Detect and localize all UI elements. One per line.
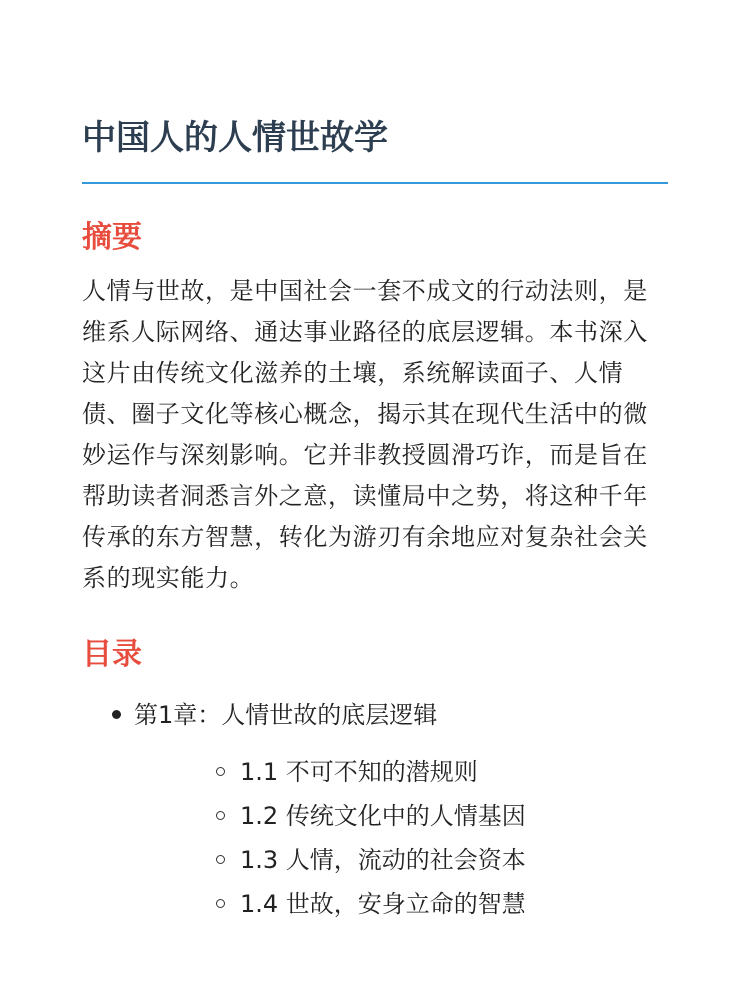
toc-section-item[interactable]	[134, 882, 668, 926]
abstract-paragraph: 人情与世故，是中国社会一套不成文的行动法则，是维系人际网络、通达事业路径的底层逻辑。本书深入这片由传统文化滋养的土壤，系统解读面子、人情债、圈子文化等核心概念，揭示其在现代生活中的微妙运作与深刻影响。它并非教授圆滑巧诈，而是旨在帮助读者洞悉言外之意，读懂局中之势，将这种千年传承的东方智慧，转化为游刃有余地应对复杂社会关系的现实能力。	[82, 277, 648, 592]
bullet-circle-icon	[216, 811, 225, 820]
section-list	[134, 750, 668, 926]
section-title: 1.1 不可不知的潜规则	[240, 758, 478, 786]
bullet-circle-icon	[216, 855, 225, 864]
toc-chapter	[82, 695, 668, 926]
section-title: 1.3 人情，流动的社会资本	[240, 846, 526, 874]
abstract-section	[82, 218, 668, 599]
toc-list	[82, 695, 668, 926]
chapter-title[interactable]: 第1章：人情世故的底层逻辑	[134, 701, 438, 729]
toc-section-item[interactable]	[134, 794, 668, 838]
book-title: 中国人的人情世故学	[82, 118, 388, 158]
toc-section-item[interactable]	[134, 838, 668, 882]
title-divider	[82, 182, 668, 184]
bullet-circle-icon	[216, 767, 225, 776]
toc-section-item[interactable]	[134, 750, 668, 794]
bullet-circle-icon	[216, 899, 225, 908]
abstract-heading: 摘要	[82, 220, 142, 255]
bullet-dot-icon	[112, 710, 121, 719]
toc-section	[82, 635, 668, 926]
toc-heading: 目录	[82, 637, 142, 672]
section-title: 1.4 世故，安身立命的智慧	[240, 890, 526, 918]
section-title: 1.2 传统文化中的人情基因	[240, 802, 526, 830]
